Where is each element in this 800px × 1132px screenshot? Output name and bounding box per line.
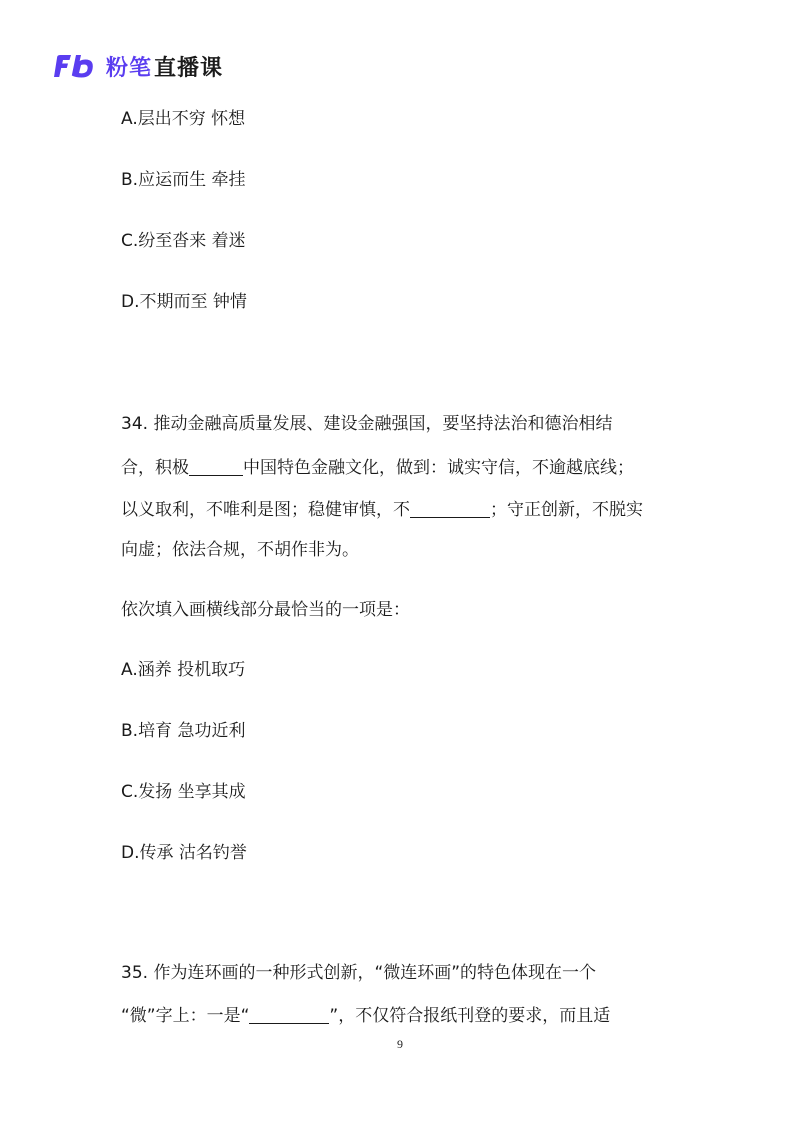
q35-stem-line-2 (121, 1004, 610, 1028)
q34-text-segment: 以义取利，不唯利是图；稳健审慎，不 (121, 500, 410, 520)
q34-stem-line-4: 向虚；依法合规，不胡作非为。 (121, 540, 359, 560)
q34-option-c: C.发扬 坐享其成 (121, 782, 246, 802)
q35-text-segment: “微”字上：一是“ (121, 1006, 250, 1026)
product-text: 直播课 (154, 55, 224, 81)
q33-option-d: D.不期而至 钟情 (121, 292, 247, 312)
q34-stem-line-1: 34. 推动金融高质量发展、建设金融强国，要坚持法治和德治相结 (121, 414, 613, 434)
fill-blank-3 (249, 1005, 329, 1024)
q33-option-b: B.应运而生 牵挂 (121, 170, 246, 190)
page-number: 9 (397, 1037, 403, 1051)
fenbi-logo-icon (54, 52, 98, 80)
fill-blank-1 (189, 457, 243, 476)
q33-option-a: A.层出不穷 怀想 (121, 109, 246, 129)
q35-stem-line-1: 35. 作为连环画的一种形式创新，“微连环画”的特色体现在一个 (121, 963, 597, 983)
q34-text-segment: 合，积极 (121, 458, 189, 478)
q34-stem-line-3 (121, 498, 643, 522)
q35-text-segment: ”，不仅符合报纸刊登的要求，而且适 (329, 1006, 611, 1026)
q33-option-c: C.纷至沓来 着迷 (121, 231, 246, 251)
brand-logo (54, 50, 223, 82)
q34-text-segment: 中国特色金融文化，做到：诚实守信，不逾越底线； (243, 458, 634, 478)
q34-option-d: D.传承 沽名钓誉 (121, 843, 247, 863)
fill-blank-2 (410, 499, 490, 518)
q34-text-segment: ；守正创新，不脱实 (490, 500, 643, 520)
q34-option-a: A.涵养 投机取巧 (121, 660, 246, 680)
q34-stem-line-2 (121, 456, 634, 480)
q34-prompt: 依次填入画横线部分最恰当的一项是： (121, 600, 410, 620)
brand-name (106, 51, 223, 82)
brand-text: 粉笔 (106, 55, 153, 81)
q34-option-b: B.培育 急功近利 (121, 721, 246, 741)
